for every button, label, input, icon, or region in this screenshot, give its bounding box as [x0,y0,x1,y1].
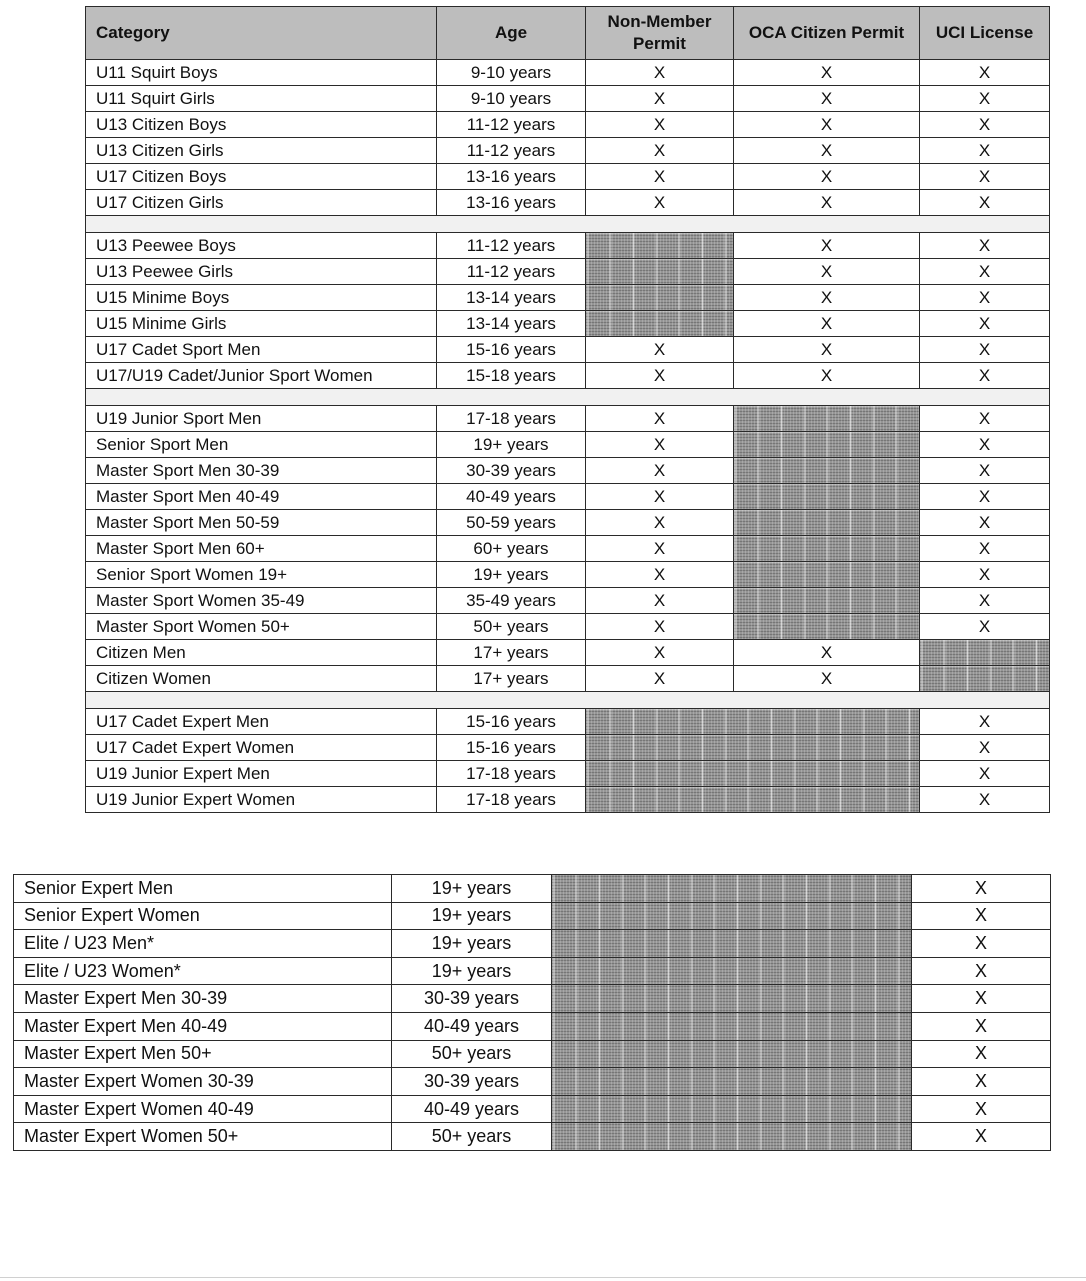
age-cell: 19+ years [392,930,552,958]
table-row [86,458,1050,484]
age-cell: 17-18 years [437,406,586,432]
uci-mark: X [912,930,1051,958]
not-eligible-cell [586,311,734,337]
age-cell: 17-18 years [437,787,586,813]
uci-mark: X [920,60,1050,86]
uci-mark: X [920,285,1050,311]
not-eligible-cell [734,484,920,510]
nonmember-mark: X [586,363,734,389]
table-row [14,985,1051,1013]
not-eligible-cell [734,588,920,614]
eligibility-table-main [85,6,1050,813]
age-cell: 50+ years [437,614,586,640]
uci-mark: X [912,1123,1051,1151]
uci-mark: X [920,510,1050,536]
age-cell: 17+ years [437,640,586,666]
not-eligible-cell [552,875,912,903]
uci-mark: X [920,190,1050,216]
category-cell: Elite / U23 Women* [14,957,392,985]
table-row [14,902,1051,930]
category-cell: Citizen Men [86,640,437,666]
section-separator [86,216,1050,233]
oca-mark: X [734,285,920,311]
separator-cell [86,692,1050,709]
age-cell: 15-16 years [437,709,586,735]
age-cell: 9-10 years [437,60,586,86]
category-cell: Master Sport Women 50+ [86,614,437,640]
table-row [86,233,1050,259]
not-eligible-cell [552,1123,912,1151]
nonmember-mark: X [586,164,734,190]
table-row [86,562,1050,588]
category-cell: U13 Citizen Boys [86,112,437,138]
category-cell: U15 Minime Boys [86,285,437,311]
category-cell: Master Sport Men 40-49 [86,484,437,510]
header-row [86,7,1050,60]
oca-mark: X [734,60,920,86]
uci-mark: X [912,957,1051,985]
age-cell: 19+ years [437,562,586,588]
oca-mark: X [734,190,920,216]
oca-mark: X [734,259,920,285]
nonmember-mark: X [586,406,734,432]
uci-mark: X [920,337,1050,363]
table-row [14,957,1051,985]
category-cell: U17/U19 Cadet/Junior Sport Women [86,363,437,389]
category-cell: U13 Peewee Boys [86,233,437,259]
not-eligible-cell [586,761,920,787]
not-eligible-cell [552,1068,912,1096]
not-eligible-cell [586,735,920,761]
uci-mark: X [920,735,1050,761]
not-eligible-cell [734,614,920,640]
uci-mark: X [920,233,1050,259]
nonmember-mark: X [586,458,734,484]
age-cell: 30-39 years [392,1068,552,1096]
oca-mark: X [734,86,920,112]
category-cell: U17 Citizen Girls [86,190,437,216]
table-row [14,930,1051,958]
uci-mark: X [912,1040,1051,1068]
table-row [14,1123,1051,1151]
table-row [86,406,1050,432]
age-cell: 9-10 years [437,86,586,112]
age-cell: 19+ years [392,902,552,930]
not-eligible-cell [552,902,912,930]
age-cell: 19+ years [392,875,552,903]
not-eligible-cell [552,957,912,985]
age-cell: 19+ years [437,432,586,458]
table-row [86,311,1050,337]
uci-mark: X [920,138,1050,164]
category-cell: Citizen Women [86,666,437,692]
nonmember-mark: X [586,60,734,86]
table-row [86,510,1050,536]
not-eligible-cell [734,562,920,588]
eligibility-table-expert [13,874,1051,1151]
uci-mark: X [920,484,1050,510]
not-eligible-cell [586,233,734,259]
category-cell: U11 Squirt Boys [86,60,437,86]
age-cell: 15-16 years [437,735,586,761]
uci-mark: X [912,875,1051,903]
table-row [86,588,1050,614]
table-row [86,285,1050,311]
age-cell: 11-12 years [437,233,586,259]
not-eligible-cell [552,1095,912,1123]
uci-mark: X [920,86,1050,112]
category-cell: U13 Peewee Girls [86,259,437,285]
uci-mark: X [920,588,1050,614]
category-cell: U19 Junior Sport Men [86,406,437,432]
table-row [86,484,1050,510]
uci-mark: X [920,406,1050,432]
nonmember-mark: X [586,510,734,536]
age-cell: 50+ years [392,1123,552,1151]
category-cell: Senior Sport Men [86,432,437,458]
age-cell: 15-16 years [437,337,586,363]
age-cell: 19+ years [392,957,552,985]
category-cell: U19 Junior Expert Women [86,787,437,813]
category-cell: Master Sport Women 35-49 [86,588,437,614]
category-cell: Senior Expert Women [14,902,392,930]
oca-mark: X [734,363,920,389]
uci-mark: X [912,985,1051,1013]
nonmember-mark: X [586,190,734,216]
nonmember-mark: X [586,337,734,363]
category-cell: Master Sport Men 30-39 [86,458,437,484]
age-cell: 60+ years [437,536,586,562]
age-cell: 40-49 years [392,1095,552,1123]
not-eligible-cell [920,666,1050,692]
category-cell: Elite / U23 Men* [14,930,392,958]
category-cell: Master Expert Women 30-39 [14,1068,392,1096]
nonmember-mark: X [586,484,734,510]
age-cell: 30-39 years [437,458,586,484]
table-row [86,666,1050,692]
age-cell: 11-12 years [437,112,586,138]
category-cell: Master Expert Men 40-49 [14,1012,392,1040]
not-eligible-cell [552,1040,912,1068]
uci-mark: X [920,709,1050,735]
category-cell: Master Expert Men 50+ [14,1040,392,1068]
oca-mark: X [734,233,920,259]
section-separator [86,692,1050,709]
age-cell: 13-14 years [437,285,586,311]
age-cell: 13-16 years [437,190,586,216]
nonmember-mark: X [586,86,734,112]
table-row [86,363,1050,389]
age-cell: 17+ years [437,666,586,692]
table-row [86,735,1050,761]
category-cell: U15 Minime Girls [86,311,437,337]
category-cell: U11 Squirt Girls [86,86,437,112]
age-cell: 13-14 years [437,311,586,337]
oca-mark: X [734,164,920,190]
table-row [86,112,1050,138]
page-divider [0,1277,1086,1278]
section-separator [86,389,1050,406]
not-eligible-cell [586,709,920,735]
oca-mark: X [734,666,920,692]
age-cell: 11-12 years [437,138,586,164]
uci-mark: X [920,761,1050,787]
not-eligible-cell [734,406,920,432]
uci-mark: X [920,614,1050,640]
nonmember-mark: X [586,138,734,164]
header-nonmember-line1: Non-Member [607,12,712,31]
table-row [86,337,1050,363]
header-oca-citizen-permit: OCA Citizen Permit [734,7,920,60]
nonmember-mark: X [586,640,734,666]
separator-cell [86,216,1050,233]
age-cell: 11-12 years [437,259,586,285]
category-cell: Master Expert Women 40-49 [14,1095,392,1123]
uci-mark: X [920,432,1050,458]
nonmember-mark: X [586,614,734,640]
not-eligible-cell [734,510,920,536]
uci-mark: X [920,787,1050,813]
table-row [86,138,1050,164]
age-cell: 30-39 years [392,985,552,1013]
table-row [14,1040,1051,1068]
uci-mark: X [920,458,1050,484]
table-row [86,259,1050,285]
category-cell: Master Sport Men 60+ [86,536,437,562]
not-eligible-cell [552,930,912,958]
header-nonmember-line2: Permit [633,34,686,53]
header-uci-license: UCI License [920,7,1050,60]
not-eligible-cell [734,536,920,562]
age-cell: 40-49 years [437,484,586,510]
table-row [14,1095,1051,1123]
oca-mark: X [734,640,920,666]
header-age: Age [437,7,586,60]
table-row [14,1012,1051,1040]
table-row [86,86,1050,112]
not-eligible-cell [586,787,920,813]
category-cell: Master Expert Men 30-39 [14,985,392,1013]
uci-mark: X [912,1012,1051,1040]
uci-mark: X [912,1095,1051,1123]
uci-mark: X [920,259,1050,285]
oca-mark: X [734,138,920,164]
table-row [86,190,1050,216]
table-row [86,640,1050,666]
nonmember-mark: X [586,562,734,588]
category-cell: U19 Junior Expert Men [86,761,437,787]
separator-cell [86,389,1050,406]
age-cell: 35-49 years [437,588,586,614]
uci-mark: X [920,562,1050,588]
age-cell: 40-49 years [392,1012,552,1040]
header-nonmember-permit [586,7,734,60]
uci-mark: X [920,112,1050,138]
table-row [86,709,1050,735]
category-cell: U17 Cadet Expert Men [86,709,437,735]
not-eligible-cell [920,640,1050,666]
header-category: Category [86,7,437,60]
category-cell: U17 Citizen Boys [86,164,437,190]
age-cell: 15-18 years [437,363,586,389]
category-cell: Master Sport Men 50-59 [86,510,437,536]
table-row [86,432,1050,458]
category-cell: U13 Citizen Girls [86,138,437,164]
table-row [86,164,1050,190]
table-row [86,536,1050,562]
table-row [86,60,1050,86]
not-eligible-cell [552,1012,912,1040]
age-cell: 50+ years [392,1040,552,1068]
not-eligible-cell [734,458,920,484]
nonmember-mark: X [586,112,734,138]
table-body [86,60,1050,813]
table-row [14,875,1051,903]
oca-mark: X [734,311,920,337]
not-eligible-cell [734,432,920,458]
not-eligible-cell [586,259,734,285]
uci-mark: X [920,164,1050,190]
table-row [86,614,1050,640]
not-eligible-cell [586,285,734,311]
uci-mark: X [920,311,1050,337]
category-cell: U17 Cadet Expert Women [86,735,437,761]
category-cell: Master Expert Women 50+ [14,1123,392,1151]
table-row [86,787,1050,813]
age-cell: 17-18 years [437,761,586,787]
table-row [14,1068,1051,1096]
nonmember-mark: X [586,432,734,458]
nonmember-mark: X [586,588,734,614]
uci-mark: X [920,363,1050,389]
oca-mark: X [734,112,920,138]
uci-mark: X [912,1068,1051,1096]
oca-mark: X [734,337,920,363]
uci-mark: X [920,536,1050,562]
category-cell: Senior Expert Men [14,875,392,903]
age-cell: 13-16 years [437,164,586,190]
category-cell: Senior Sport Women 19+ [86,562,437,588]
nonmember-mark: X [586,666,734,692]
not-eligible-cell [552,985,912,1013]
age-cell: 50-59 years [437,510,586,536]
table-body [14,875,1051,1151]
table-row [86,761,1050,787]
nonmember-mark: X [586,536,734,562]
category-cell: U17 Cadet Sport Men [86,337,437,363]
uci-mark: X [912,902,1051,930]
